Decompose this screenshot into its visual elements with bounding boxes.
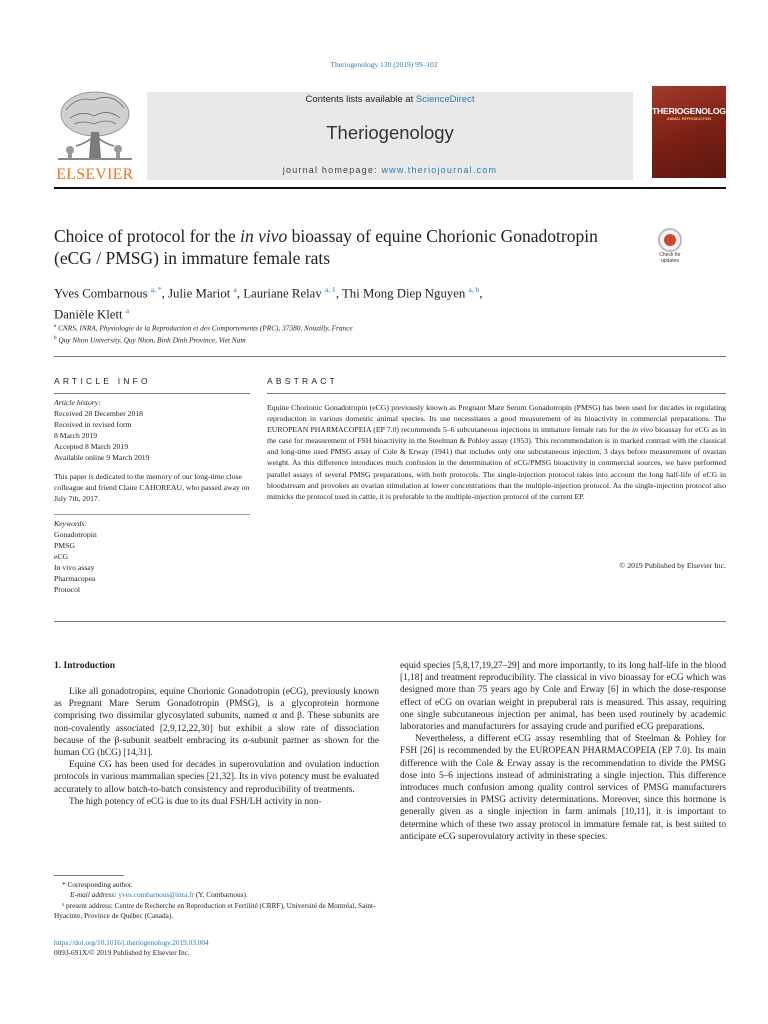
affiliation-item [54,333,726,345]
check-updates-label: Check for updates [659,252,681,264]
author-affiliation-mark[interactable]: a, 1 [324,285,336,294]
journal-cover-image[interactable] [652,86,732,178]
affiliation-mark: a [54,324,57,329]
journal-homepage-link[interactable]: www.theriojournal.com [381,165,498,175]
journal-citation[interactable]: Theriogenology 130 (2019) 99–102 [330,60,438,69]
issn-line: 0093-691X/© 2019 Published by Elsevier Inc. [54,948,190,958]
author-affiliation-mark[interactable]: a [125,306,130,316]
keyword-item: In vivo assay [54,562,95,572]
title-part2: bioassay of equine Chorionic Gonadotropin (eCG / PMSG) in immature female rats [54,226,598,268]
present-address-note: ¹ present address: Centre de Recherche en Reproduction et Fertilité (CRRF), Université de Montréal, Saint-Hyacinte, Province de Québec (Canada). [54,900,376,921]
history-item: Received 28 December 2018 [54,408,144,418]
keyword-item: Protocol [54,584,81,594]
body-column-right [400,660,726,843]
author-name[interactable]: Julie Mariot [168,286,231,301]
history-item: Received in revised form [54,419,132,429]
author-name[interactable]: Thi Mong Diep Nguyen [341,286,466,301]
keyword-item: Gonadotropin [54,530,97,540]
title-part1: Choice of protocol for the [54,226,241,246]
email-note [54,890,384,900]
corresponding-author-note: * Corresponding author. [62,880,133,889]
affiliation-text: CNRS, INRA, Physiologie de la Reproduction et des Comportements (PRC), 37380, Nouzilly, France [58,323,353,333]
journal-masthead [147,92,633,180]
keywords-divider [54,514,250,515]
author-list: Yves Combarnous $^{a, *}$, Julie Mariot $^a$, Lauriane Relav $^{a, 1}$, Thi Mong Diep Nguyen $^{a, b}$, Danièle Klett $^a$ [54,285,483,322]
body-paragraph: The high potency of eCG is due to its dual FSH/LH activity in non- [69,796,322,807]
abstract-copyright: © 2019 Published by Elsevier Inc. [619,561,726,570]
keyword-item: eCG [54,551,69,561]
email-suffix: (Y. Combarnous). [194,890,248,900]
abstract-text-italic: in vivo [631,425,653,435]
body-column-left [54,686,379,808]
check-for-updates-button[interactable] [652,228,688,266]
body-paragraph: Equine CG has been used for decades in superovulation and ovulation induction protocols in various mammalian species [21,32]. Its in vivo potency must be evaluated accurately to allow batch-to-batch consistency and reproducibility of treatments. [54,760,379,795]
email-label: E-mail address: [70,890,119,900]
check-updates-icon [658,228,682,252]
author-affiliation-mark[interactable]: a, b [468,285,480,294]
abstract-body [267,402,726,502]
keywords-label: Keywords: [54,519,88,529]
doi-link[interactable]: https://doi.org/10.1016/j.theriogenology.2019.03.004 [54,938,209,947]
contents-prefix: Contents lists available at [305,94,416,105]
footnote-divider [54,875,124,876]
email-link[interactable]: yves.combarnous@inra.fr [118,890,194,900]
body-paragraph: Nevertheless, a different eCG assay resembling that of Steelman & Pohley for FSH [26] is recommended by the EUROPEAN PHARMACOPEIA (EP 7.0). Its main difference with the Cole & Erway assay is the recommendation to divide the PMSG dose into 5–6 injections instead of administrating a single injection. This difference introduces much confusion among quality control services of PMSG manufacturers and controversies in PMSG activity determinations. Moreover, since this hormone is generally given as a single injection in farm animals [10,11], it is important to determine which of these two assay protocol in immature female rat, is best suited to anticipate eCG superovulatory activity in these species. [400,734,726,842]
history-item: 8 March 2019 [54,430,98,440]
article-info-panel [54,398,254,596]
body-paragraph: equid species [5,8,17,19,27–29] and more importantly, to its long half-life in the blood [1,18] and treatment reproducibility. The classical in vivo bioassay for eCG which was designed more than 75 years ago by Cole and Erway [6] in which the dose-response effect of eCG on ovarian weight in prepuberal rats is measured. This assay, requiring one single subcutaneous injection per animal, has been used routinely by academic laboratories and manufacturers for assaying crude and purified eCG preparations. [400,661,726,733]
contents-line [147,94,633,105]
introduction-heading: 1. Introduction [54,661,116,671]
author-affiliation-mark[interactable]: a, * [150,285,162,294]
abstract-text-part2: bioassay for eCG as in the case for measurement of FSH bioactivity in the Steelman & Pohley assay (1953). This recommendation is in marked contrast with the classical and long-time used PMSG assay of Cole & Erway (1941) that includes only one subcutaneous injection, 3 days before measurement of ovarian weight. As this difference introduces much confusion in the determination of eCG/PMSG bioactivity in commercial sources, we have performed parallel assays of several PMSG preparations, with both protocols. The single-injection protocol takes into account the long half-life of eCG in bloodstream and provokes an ovarian stimulation at lower concentrations than the multiple-injection protocol. As the single-injection protocol also mimicks the protocol used in cattle, it is preferable to the multiple-injection protocol of the current EP. [267,425,727,501]
history-item: Available online 9 March 2019 [54,452,150,462]
affiliation-item [54,321,726,333]
footnotes [54,880,384,922]
affiliation-mark: b [54,336,57,342]
title-italic: in vivo [240,226,288,246]
cover-title: THERIOGENOLOGY [652,106,732,116]
abstract-heading: ABSTRACT [267,376,338,386]
history-label: Article history: [54,398,101,407]
affiliation-text: Quy Nhon University, Quy Nhon, Binh Dinh Province, Viet Nam [58,335,246,345]
publisher-name: ELSEVIER [56,166,134,183]
memorial-note: This paper is dedicated to the memory of our long-time close colleague and friend Claire CAHOREAU, who passed away on July 7th, 2017. [54,472,250,504]
affiliation-list [54,321,726,346]
keyword-item: PMSG [54,540,75,550]
author-name[interactable]: Lauriane Relav [243,286,322,301]
author-name[interactable]: Yves Combarnous [54,286,148,301]
abstract-text-part1: Equine Chorionic Gonadotropin (eCG) previously known as Pregnant Mare Serum Gonadotropin (PMSG) has been used for decades in regulating reproduction in various domestic animal species. Its use necessitates a good measurement of its bioactivity in commercial preparations. The EUROPEAN PHARMACOPEIA (EP 7.0) recommends 5–6 subcutaneous injections in immature female rats for the [267,403,726,435]
header-divider [54,187,726,189]
abstract-divider [267,393,726,394]
section-divider [54,356,726,357]
author-name[interactable]: Danièle Klett [54,307,123,322]
sciencedirect-link[interactable]: ScienceDirect [415,94,475,105]
author-affiliation-mark[interactable]: a [233,285,237,294]
elsevier-tree-icon [54,88,136,166]
history-item: Accepted 8 March 2019 [54,441,129,451]
journal-title[interactable]: Theriogenology [326,122,454,143]
cover-subtitle: ANIMAL REPRODUCTION [666,117,712,121]
elsevier-logo[interactable] [54,88,136,182]
body-paragraph: Like all gonadotropins, equine Chorionic Gonadotropin (eCG), previously known as Pregnant Mare Serum Gonadotropin (PMSG), is a glycoprotein hormone comprising two dissimilar glycosylated subunits, named α and β. These subunits are non-covalently associated [2,9,12,22,30] but exhibit a slow rate of dissociation because of the β-subunit seatbelt embracing its α-subunit partner as shown for the human CG (hCG) [14,31]. [54,687,379,759]
homepage-prefix: journal homepage: [282,165,382,175]
journal-homepage-line [147,165,633,175]
doi-block [54,938,384,959]
keyword-item: Pharmacopea [54,573,96,583]
article-title [54,225,634,269]
article-info-divider [54,393,250,394]
article-info-heading: ARTICLE INFO [54,376,151,386]
body-divider [54,621,726,622]
